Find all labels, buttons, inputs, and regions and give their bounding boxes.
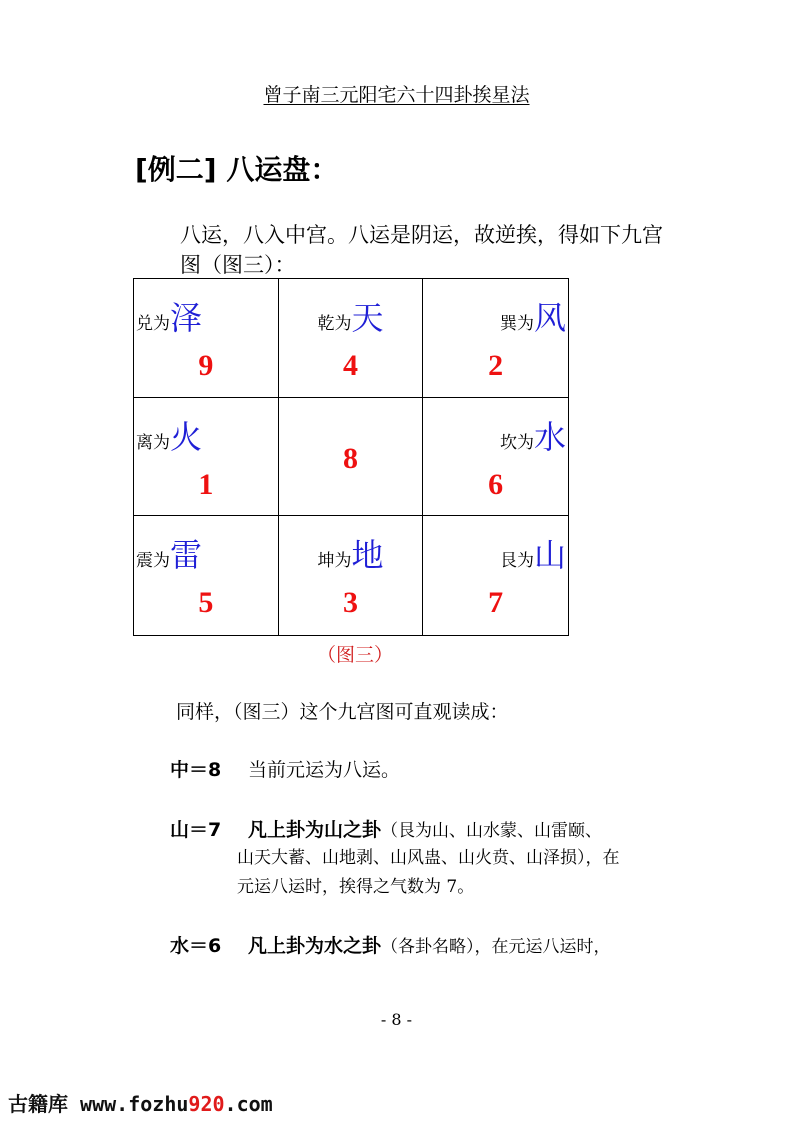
grid-cell-qian (279, 279, 424, 398)
page-header: 曾子南三元阳宅六十四卦挨星法 (263, 84, 530, 106)
cell-prefix: 坎为 (499, 432, 534, 453)
cell-prefix: 艮为 (499, 551, 534, 572)
grid-cell-dui (134, 279, 279, 398)
trigram-char: 天 (351, 299, 384, 337)
star-number: 3 (342, 586, 358, 620)
item-mountain-line3: 元运八运时，挨得之气数为 7。 (237, 877, 475, 897)
grid-cell-xun (423, 279, 568, 398)
item-mountain (170, 815, 602, 846)
star-number: 8 (342, 441, 358, 475)
trigram-char: 火 (170, 417, 203, 456)
figure-caption: （图三） (316, 644, 393, 666)
cell-prefix: 震为 (136, 551, 170, 572)
grid-cell-kun (279, 516, 424, 635)
cell-prefix: 离为 (136, 432, 170, 453)
item-key: 山＝7 (170, 819, 222, 841)
item-key: 水＝6 (170, 935, 222, 957)
page-number: - 8 - (380, 1010, 413, 1029)
trigram-char: 地 (351, 536, 384, 575)
item-paren-text: （各卦名略），在元运八运时， (381, 937, 611, 957)
item-paren-text: （艮为山、山水蒙、山雷颐、 (381, 821, 603, 841)
star-number: 1 (198, 467, 214, 501)
item-center (170, 755, 400, 785)
item-water (170, 931, 611, 962)
star-number: 7 (488, 586, 504, 620)
grid-cell-center (279, 398, 424, 517)
item-bold-text: 凡上卦为山之卦 (248, 819, 382, 841)
trigram-char: 风 (533, 299, 566, 337)
grid-cell-kan (423, 398, 568, 517)
star-number: 6 (488, 467, 504, 501)
grid-cell-zhen (134, 516, 279, 635)
paragraph-read-as: 同样，（图三）这个九宫图可直观读成： (176, 701, 509, 723)
item-key: 中＝8 (170, 759, 222, 781)
trigram-char: 泽 (170, 299, 203, 337)
grid-cell-li (134, 398, 279, 517)
cell-prefix: 巽为 (499, 314, 534, 334)
trigram-char: 水 (533, 417, 566, 456)
intro-paragraph: 八运，八入中宫。八运是阴运，故逆挨，得如下九宫图（图三）： (180, 223, 663, 277)
trigram-char: 雷 (170, 536, 203, 575)
star-number: 5 (198, 586, 214, 620)
grid-cell-gen (423, 516, 568, 635)
cell-prefix: 兑为 (136, 314, 170, 334)
cell-prefix: 乾为 (317, 314, 352, 334)
nine-palace-grid (133, 278, 569, 636)
site-watermark: 古籍库 www.fozhu920.com (8, 1092, 273, 1116)
star-number: 4 (342, 349, 358, 382)
trigram-char: 山 (533, 536, 566, 575)
item-bold-text: 凡上卦为水之卦 (248, 935, 382, 957)
item-text: 当前元运为八运。 (248, 759, 401, 781)
section-title: [例二] 八运盘： (135, 153, 339, 186)
star-number: 2 (488, 349, 504, 382)
item-mountain-line2: 山天大蓄、山地剥、山风蛊、山火贲、山泽损），在 (237, 848, 620, 868)
star-number: 9 (198, 349, 214, 382)
cell-prefix: 坤为 (317, 551, 352, 572)
